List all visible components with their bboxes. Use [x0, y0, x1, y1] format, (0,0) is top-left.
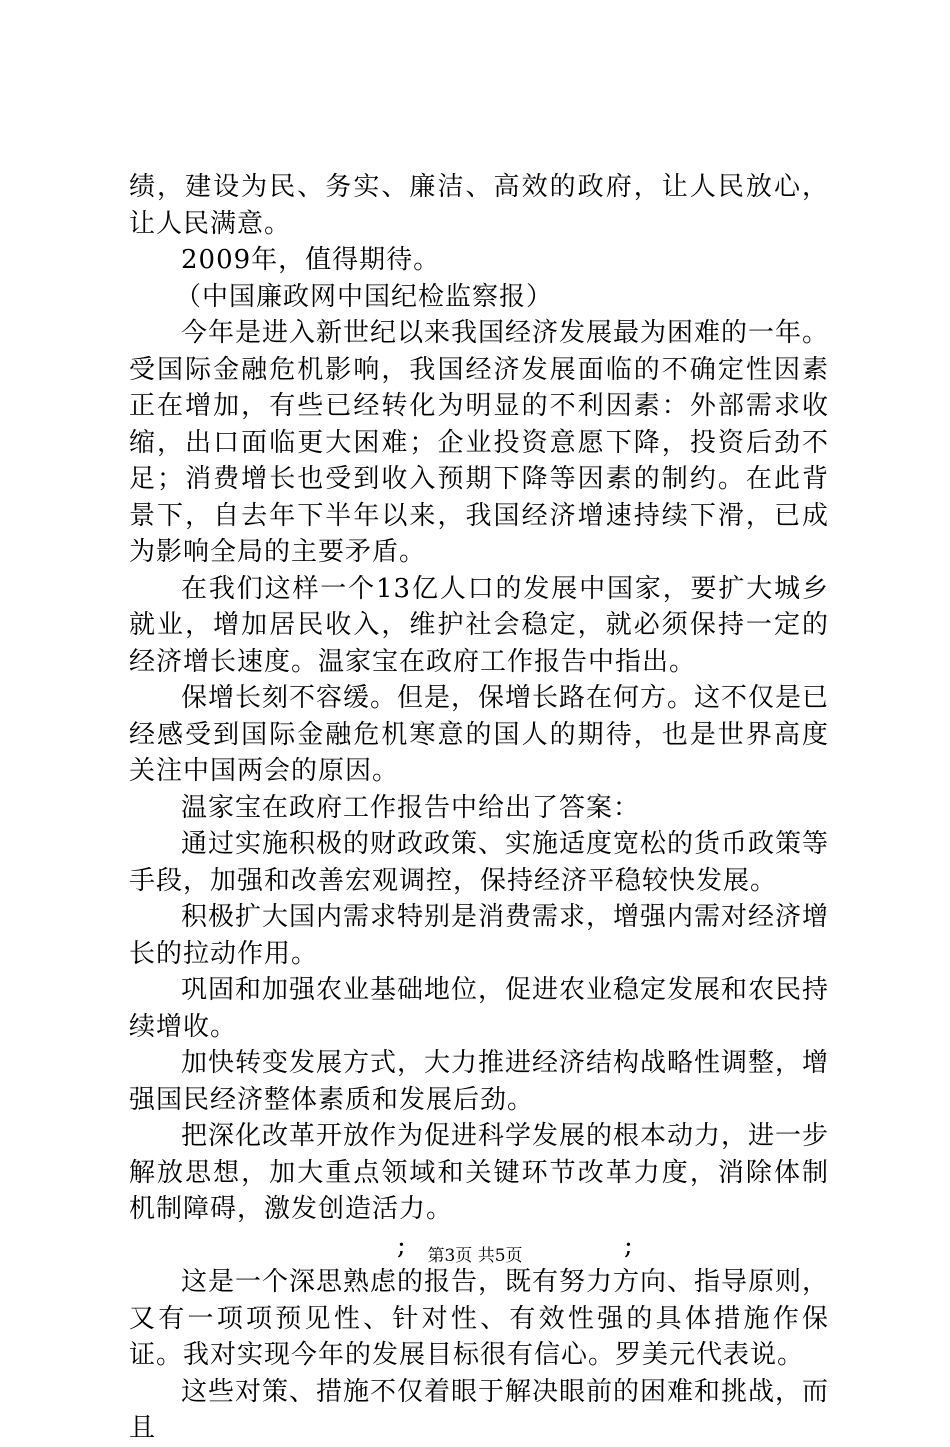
- paragraph-measure-demand: 积极扩大国内需求特别是消费需求，增强内需对经济增长的拉动作用。: [129, 902, 830, 969]
- paragraph-urgency: 保增长刻不容缓。但是，保增长路在何方。这不仅是已经感受到国际金融危机寒意的国人的期待，也是世界高度关注中国两会的原因。: [129, 683, 830, 786]
- paragraph-anticipation: 2009年，值得期待。: [181, 245, 441, 275]
- paragraph-economy-difficulty: 今年是进入新世纪以来我国经济发展最为困难的一年。受国际金融危机影响，我国经济发展面临的不确定性因素正在增加，有些已经转化为明显的不利因素：外部需求收缩，出口面临更大困难；企业投资意愿下降，投资后劲不足；消费增长也受到收入预期下降等因素的制约。在此背景下，自去年下半年以来，我国经济增速持续下滑，已成为影响全局的主要矛盾。: [129, 318, 830, 567]
- paragraph-measure-fiscal: 通过实施积极的财政政策、实施适度宽松的货币政策等手段，加强和改善宏观调控，保持经济平稳较快发展。: [129, 829, 830, 896]
- paragraph-source: （中国廉政网中国纪检监察报）: [175, 281, 554, 312]
- paragraph-measures-continue: 这些对策、措施不仅着眼于解决眼前的困难和挑战，而且: [129, 1376, 830, 1443]
- paragraph-answer-intro: 温家宝在政府工作报告中给出了答案：: [181, 792, 641, 823]
- page-footer: 第3页 共5页: [427, 1246, 523, 1266]
- paragraph-measure-structure: 加快转变发展方式，大力推进经济结构战略性调整，增强国民经济整体素质和发展后劲。: [129, 1048, 830, 1115]
- paragraph-measure-agriculture: 巩固和加强农业基础地位，促进农业稳定发展和农民持续增收。: [129, 975, 830, 1042]
- paragraph-growth-speed: 在我们这样一个13亿人口的发展中国家，要扩大城乡就业，增加居民收入，维护社会稳定，就必须保持一定的经济增长速度。温家宝在政府工作报告中指出。: [129, 573, 829, 677]
- separator-mark: ;: [397, 1230, 406, 1261]
- paragraph-continuation: 绩，建设为民、务实、廉洁、高效的政府，让人民放心，让人民满意。: [129, 172, 829, 239]
- paragraph-confidence: 这是一个深思熟虑的报告，既有努力方向、指导原则，又有一项项预见性、针对性、有效性强的具体措施作保证。我对实现今年的发展目标很有信心。罗美元代表说。: [129, 1267, 830, 1370]
- separator-mark: ;: [624, 1230, 633, 1261]
- paragraph-measure-reform: 把深化改革开放作为促进科学发展的根本动力，进一步解放思想，加大重点领域和关键环节改革力度，消除体制机制障碍，激发创造活力。: [129, 1121, 830, 1224]
